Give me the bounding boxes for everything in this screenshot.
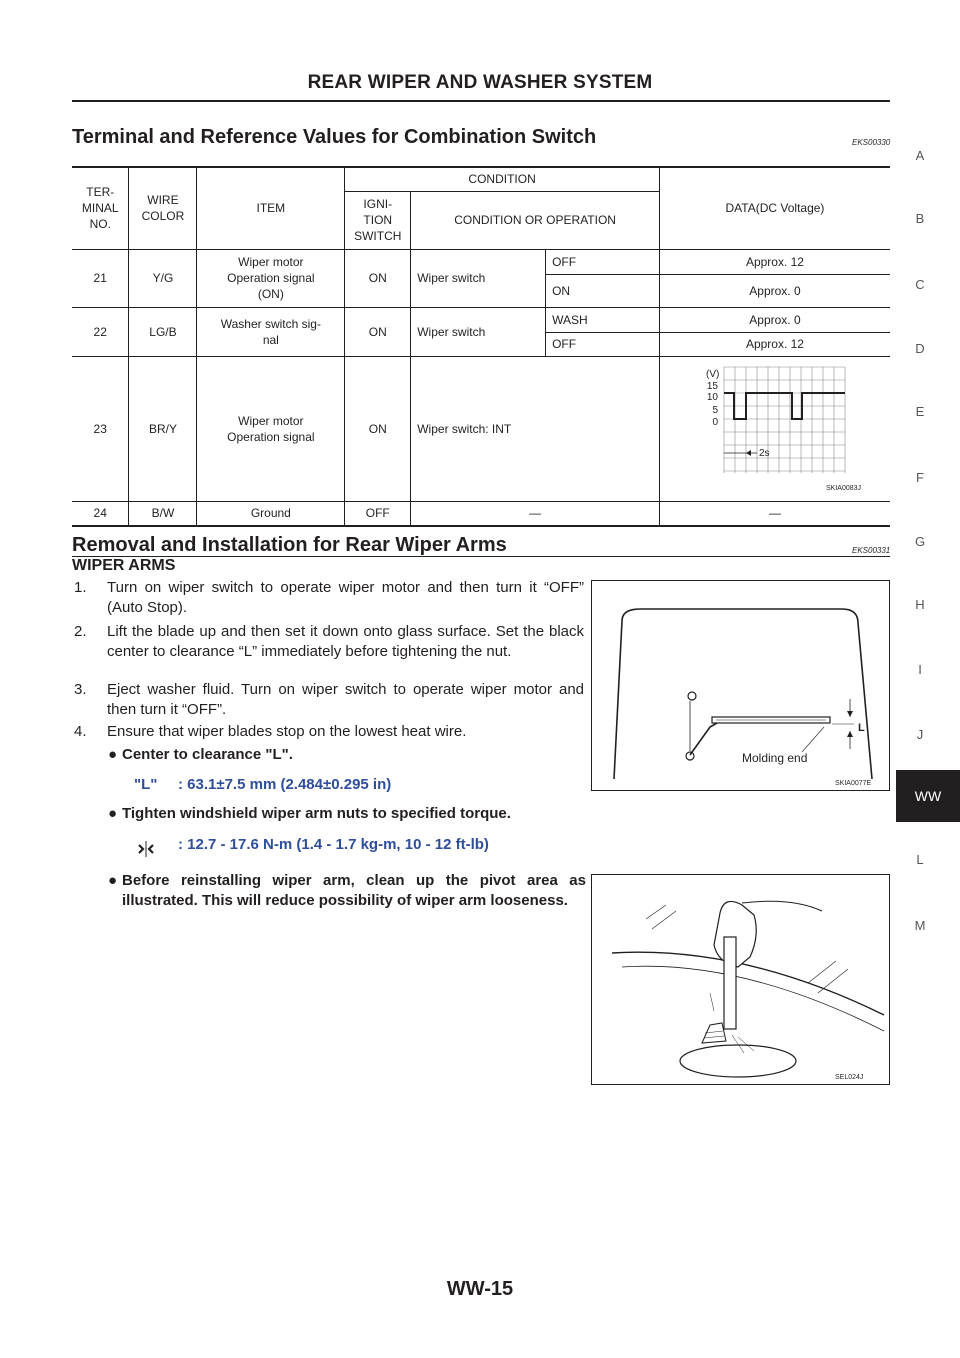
waveform-unit: (V) [705, 368, 720, 380]
page-header-title: REAR WIPER AND WASHER SYSTEM [307, 72, 653, 93]
side-index-a[interactable]: A [915, 148, 925, 163]
side-index-i[interactable]: I [918, 662, 922, 677]
header-data: DATA(DC Voltage) [659, 167, 890, 249]
bullet-clean-pivot [108, 871, 586, 911]
torque-wrench-icon [136, 839, 156, 859]
cell-terminal: 22 [72, 307, 129, 356]
clearance-l-label: L [858, 722, 865, 734]
terminal-values-table [72, 166, 890, 527]
cell-item: Wiper motor Operation signal (ON) [197, 249, 345, 307]
step-text: Lift the blade up and then set it down onto glass surface. Set the black center to clearance “L” immediately before tightening the nut. [107, 623, 584, 660]
step-2 [74, 622, 584, 662]
section-rule [72, 556, 890, 557]
bullet-dot-icon: ● [108, 872, 118, 889]
spec-torque-value: : 12.7 - 17.6 N-m (1.4 - 1.7 kg-m, 10 - 12 ft-lb) [178, 836, 489, 853]
step-number: 2. [74, 623, 87, 640]
section-title-removal: Removal and Installation for Rear Wiper Arms [72, 534, 507, 556]
cell-wire-color: Y/G [129, 249, 197, 307]
cell-condition: — [411, 501, 660, 526]
header-condition-or-operation: CONDITION OR OPERATION [411, 191, 660, 249]
side-index-g[interactable]: G [914, 534, 926, 549]
cell-wire-color: B/W [129, 501, 197, 526]
page-number: WW-15 [446, 1278, 514, 1300]
cell-data: — [659, 501, 890, 526]
cell-condition: Wiper switch: INT [411, 356, 660, 501]
step-text: Turn on wiper switch to operate wiper motor and then turn it “OFF” (Auto Stop). [107, 579, 584, 616]
cell-ignition: ON [345, 249, 411, 307]
cell-item: Washer switch sig- nal [197, 307, 345, 356]
header-wire-color: WIRE COLOR [129, 167, 197, 249]
bullet-dot-icon: ● [108, 805, 118, 822]
header-condition: CONDITION [345, 167, 660, 191]
cell-wire-color: BR/Y [129, 356, 197, 501]
cell-data: Approx. 0 [659, 274, 890, 307]
figure-code: SEL024J [835, 1074, 864, 1081]
step-3 [74, 680, 584, 720]
side-index-m[interactable]: M [914, 918, 926, 933]
bullet-dot-icon: ● [108, 746, 118, 763]
cell-wire-color: LG/B [129, 307, 197, 356]
bullet-tighten-torque [108, 804, 586, 824]
waveform-figure-code: SKIA0083J [825, 484, 861, 492]
header-item: ITEM [197, 167, 345, 249]
side-index-h[interactable]: H [915, 597, 925, 612]
step-number: 4. [74, 723, 87, 740]
cell-ignition: ON [345, 307, 411, 356]
cell-condition: Wiper switch [411, 307, 546, 356]
step-number: 3. [74, 681, 87, 698]
cell-terminal: 21 [72, 249, 129, 307]
waveform-time-label: 2s [758, 447, 770, 459]
side-index-c[interactable]: C [915, 277, 925, 292]
step-text: Eject washer fluid. Turn on wiper switch to operate wiper motor and then turn it “OFF”. [107, 681, 584, 718]
cell-condition: Wiper switch [411, 249, 546, 307]
subsection-title: WIPER ARMS [72, 557, 176, 574]
header-ignition-switch: IGNI- TION SWITCH [345, 191, 411, 249]
waveform-tick: 0 [712, 416, 718, 428]
cell-item: Ground [197, 501, 345, 526]
spec-clearance-label: "L" [134, 776, 158, 793]
step-4 [74, 722, 584, 742]
section-title-terminal-values: Terminal and Reference Values for Combination Switch [72, 126, 597, 148]
header-rule [72, 100, 890, 102]
side-index-ww-active-tab[interactable]: WW [896, 770, 960, 822]
side-index-e[interactable]: E [915, 404, 925, 419]
bullet-text: Tighten windshield wiper arm nuts to specified torque. [122, 805, 511, 822]
cell-terminal: 23 [72, 356, 129, 501]
cell-operation: ON [546, 274, 660, 307]
wiper-clearance-drawing [592, 581, 889, 790]
waveform-tick: 5 [712, 404, 718, 416]
spec-clearance-value: : 63.1±7.5 mm (2.484±0.295 in) [178, 776, 392, 793]
cell-data: Approx. 12 [659, 332, 890, 356]
cell-data: Approx. 0 [659, 307, 890, 332]
side-index-f[interactable]: F [916, 470, 924, 485]
molding-end-label: Molding end [742, 751, 808, 765]
section-code: EKS00330 [852, 138, 891, 147]
side-index-l[interactable]: L [916, 852, 924, 867]
waveform-figure [660, 357, 890, 497]
header-terminal-no: TER- MINAL NO. [72, 167, 129, 249]
bullet-text: Center to clearance "L". [122, 746, 293, 763]
cell-ignition: OFF [345, 501, 411, 526]
waveform-arrow [746, 450, 751, 456]
pivot-cleaning-drawing [592, 875, 889, 1084]
figure-wiper-clearance [591, 580, 890, 791]
side-index-d[interactable]: D [915, 341, 925, 356]
cell-terminal: 24 [72, 501, 129, 526]
section-code: EKS00331 [852, 546, 891, 555]
waveform-tick: 15 [706, 380, 718, 392]
figure-pivot-cleaning [591, 874, 890, 1085]
bullet-center-clearance [108, 745, 586, 765]
cell-operation: OFF [546, 332, 660, 356]
cell-data: Approx. 12 [659, 249, 890, 274]
cell-item: Wiper motor Operation signal [197, 356, 345, 501]
step-text: Ensure that wiper blades stop on the lowest heat wire. [107, 723, 467, 740]
cell-ignition: ON [345, 356, 411, 501]
waveform-tick: 10 [706, 391, 718, 403]
bullet-text: Before reinstalling wiper arm, clean up the pivot area as illustrated. This will reduce possibility of wiper arm looseness. [122, 872, 586, 909]
side-index-j[interactable]: J [916, 727, 924, 742]
figure-code: SKIA0077E [835, 780, 872, 787]
step-number: 1. [74, 579, 87, 596]
step-1 [74, 578, 584, 618]
side-index-b[interactable]: B [915, 211, 925, 226]
cell-operation: OFF [546, 249, 660, 274]
cell-operation: WASH [546, 307, 660, 332]
